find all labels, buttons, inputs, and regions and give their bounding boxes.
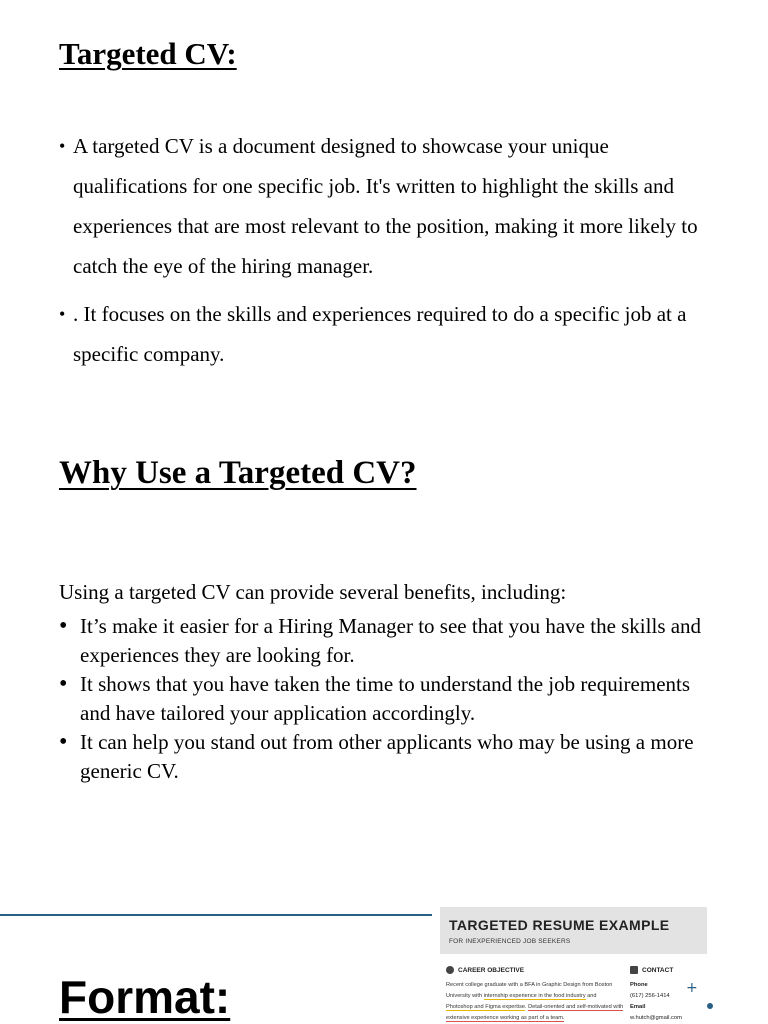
bullet-icon: • (59, 304, 66, 324)
bullet-icon: • (59, 613, 68, 639)
list-item (59, 126, 719, 286)
career-objective-column (446, 966, 624, 1024)
format-heading: Format: (59, 971, 231, 1023)
bullet-icon: • (59, 136, 66, 156)
highlight-internship: internship experience in the food industry (483, 993, 586, 999)
target-icon (446, 966, 454, 974)
list-item (59, 728, 719, 786)
email-label: Email (630, 1004, 646, 1010)
email-value: w.hutch@gmail.com (630, 1015, 682, 1021)
resume-thumbnail-header (440, 907, 707, 954)
contact-label (630, 966, 700, 974)
benefits-intro: Using a targeted CV can provide several benefits, including: (59, 580, 567, 604)
highlight-traits: Detail-oriented and self-motivated with extensive experience working as part of a team. (446, 1004, 624, 1021)
targeted-cv-heading: Targeted CV: (59, 36, 237, 71)
resume-thumbnail-body (440, 954, 707, 1021)
objective-text-part: . (524, 1004, 529, 1010)
resume-thumbnail-title: TARGETED RESUME EXAMPLE (449, 917, 670, 933)
divider-line (0, 914, 432, 916)
bullet-text: . It focuses on the skills and experiences required to do a specific job at a specific company. (73, 302, 687, 366)
why-use-heading: Why Use a Targeted CV? (59, 455, 417, 491)
bullet-text: It’s make it easier for a Hiring Manager to see that you have the skills and experiences they are looking for. (80, 614, 702, 667)
bullet-icon: • (59, 671, 68, 697)
objective-text-part: and (585, 993, 597, 999)
bullet-text: It shows that you have taken the time to understand the job requirements and have tailored your application accordingly. (80, 672, 691, 725)
career-objective-text (446, 980, 624, 1024)
objective-text-part: Recent college graduate with a BFA in Graphic Design from Boston University with (446, 982, 613, 999)
plus-icon: + (686, 980, 698, 996)
resume-thumbnail-subtitle: FOR INEXPERIENCED JOB SEEKERS (449, 938, 571, 945)
bullet-icon: • (59, 729, 68, 755)
phone-label: Phone (630, 982, 648, 988)
phone-value: (617) 256-1414 (630, 993, 670, 999)
benefits-bullet-list (59, 612, 719, 786)
bullet-text: A targeted CV is a document designed to showcase your unique qualifications for one specific job. It's written to highlight the skills and experiences that are most relevant to the position, making it more likely to catch the eye of the hiring manager. (73, 134, 698, 278)
list-item (59, 294, 719, 374)
contact-card-icon (630, 966, 638, 974)
decorative-dot-icon (707, 1003, 713, 1009)
targeted-cv-bullet-list (59, 126, 719, 382)
contact-label-text: CONTACT (642, 966, 674, 974)
highlight-software: Photoshop and Figma expertise (446, 1004, 525, 1010)
list-item (59, 670, 719, 728)
career-objective-label-text: CAREER OBJECTIVE (458, 966, 525, 974)
resume-example-thumbnail (440, 907, 707, 1024)
career-objective-label (446, 966, 624, 974)
list-item (59, 612, 719, 670)
bullet-text: It can help you stand out from other applicants who may be using a more generic CV. (80, 730, 694, 783)
